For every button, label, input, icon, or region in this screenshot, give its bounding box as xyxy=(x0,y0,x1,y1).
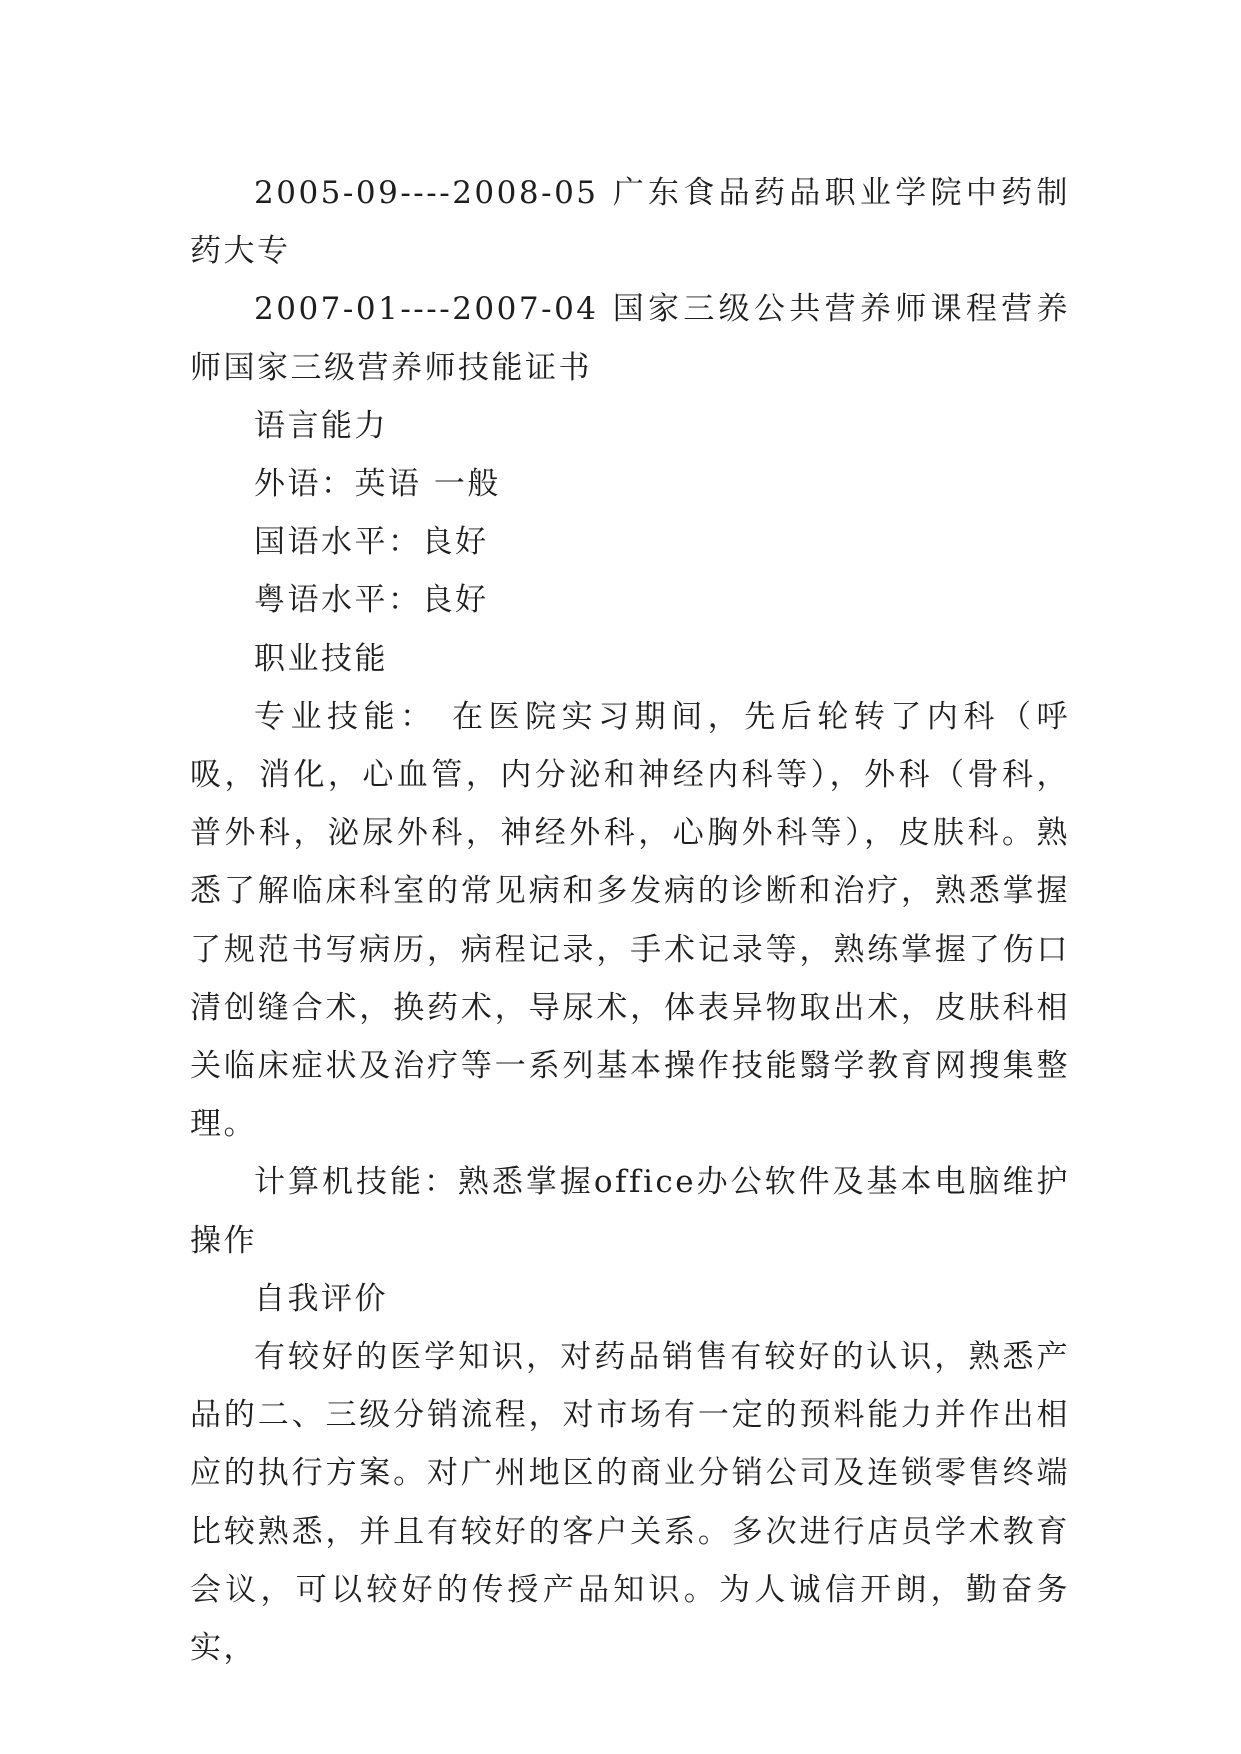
language-foreign: 外语：英语 一般 xyxy=(254,466,501,503)
education-entry-1: 2005-09----2008-05 广东食品药品职业学院中药制药大专 xyxy=(190,175,1070,270)
language-mandarin: 国语水平：良好 xyxy=(254,524,489,561)
computer-skills-paragraph: 计算机技能：熟悉掌握office办公软件及基本电脑维护操作 xyxy=(190,1164,1070,1259)
section-heading-self-evaluation: 自我评价 xyxy=(254,1280,388,1317)
section-heading-skills: 职业技能 xyxy=(254,640,388,677)
self-evaluation-paragraph: 有较好的医学知识，对药品销售有较好的认识，熟悉产品的二、三级分销流程，对市场有一定的预料能力并作出相应的执行方案。对广州地区的商业分销公司及连锁零售终端比较熟悉，并且有较好的客户关系。多次进行店员学术教育会议，可以较好的传授产品知识。为人诚信开朗，勤奋务实， xyxy=(190,1339,1070,1667)
professional-skills-paragraph: 专业技能： 在医院实习期间，先后轮转了内科（呼吸，消化，心血管，内分泌和神经内科等），外科（骨科，普外科，泌尿外科，神经外科，心胸外科等），皮肤科。熟悉了解临床科室的常见病和多发病的诊断和治疗，熟悉掌握了规范书写病历，病程记录，手术记录等，熟练掌握了伤口清创缝合术，换药术，导尿术，体表异物取出术，皮肤科相关临床症状及治疗等一系列基本操作技能翳学教育网搜集整理。 xyxy=(190,698,1070,1143)
document-page xyxy=(190,164,1070,1677)
language-cantonese: 粤语水平：良好 xyxy=(254,582,489,619)
section-heading-language: 语言能力 xyxy=(254,407,388,444)
education-entry-2: 2007-01----2007-04 国家三级公共营养师课程营养师国家三级营养师技能证书 xyxy=(190,291,1070,386)
